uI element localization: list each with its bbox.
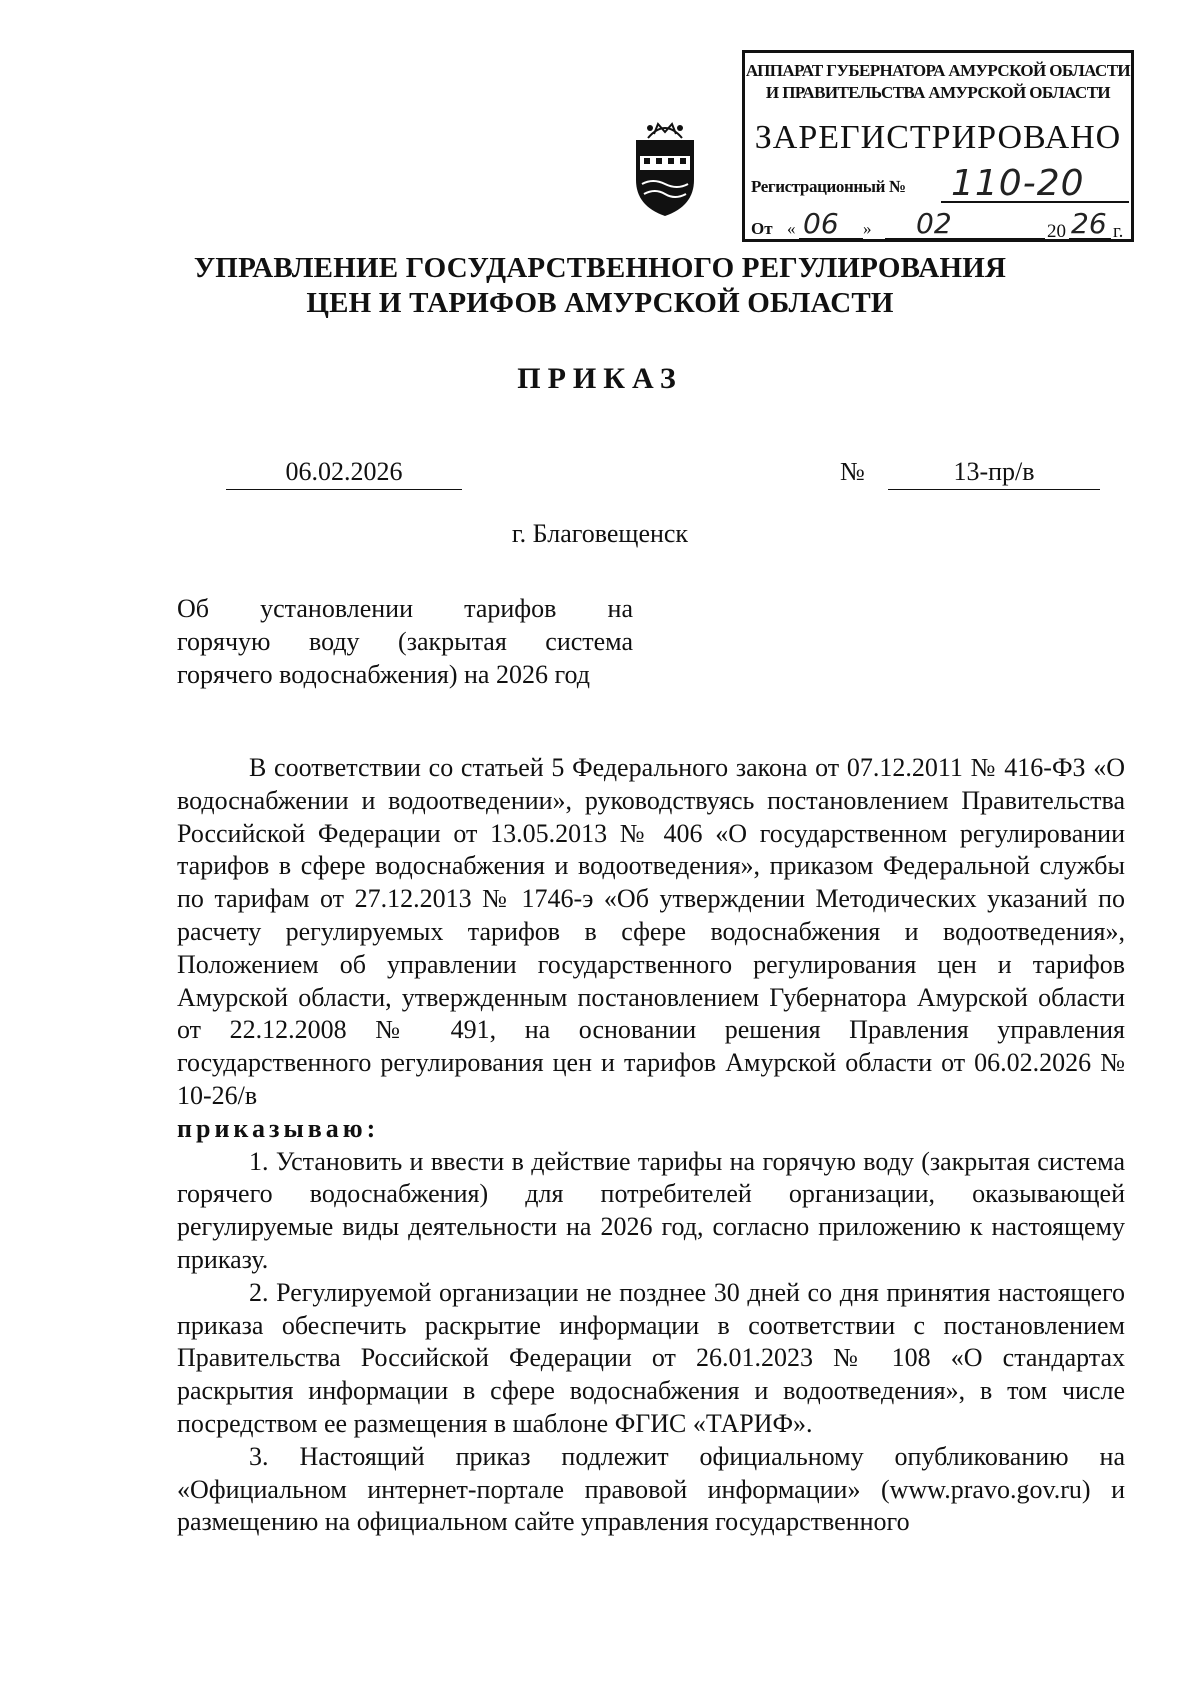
stamp-date-month: 02	[916, 207, 952, 240]
stamp-date-open-quote: «	[787, 219, 796, 238]
stamp-date-year-abbrev: г.	[1113, 221, 1124, 242]
stamp-date-row	[751, 207, 1129, 242]
stamp-authority-line1: АППАРАТ ГУБЕРНАТОРА АМУРСКОЙ ОБЛАСТИ	[745, 61, 1131, 80]
stamp-year-underline	[1069, 238, 1111, 239]
registration-stamp	[742, 50, 1134, 242]
order-number-sign: №	[840, 457, 865, 486]
stamp-registration-number-row	[751, 163, 1129, 204]
stamp-registration-number-label: Регистрационный №	[751, 177, 906, 196]
order-subject-line2: горячую воду (закрытая система	[177, 627, 633, 656]
order-subject	[177, 592, 633, 691]
stamp-date-day: 06	[803, 207, 839, 240]
order-preamble: В соответствии со статьей 5 Федерального закона от 07.12.2011 № 416-ФЗ «О водоснабжении и водоотведении», руководствуясь постановлением Правительства Российской Федерации от 13.05.2013 № 406 «О государственном регулировании тарифов в сфере водоснабжения и водоотведения», приказом Федеральной службы по тарифам от 27.12.2013 № 1746-э «Об утверждении Методических указаний по расчету регулируемых тарифов в сфере водоснабжения и водоотведения», Положением об управлении государственного регулирования цен и тарифов Амурской области, утвержденным постановлением Губернатора Амурской области от 22.12.2008 № 491, на основании решения Правления управления государственного регулирования цен и тарифов Амурской области от 06.02.2026 № 10-26/в	[177, 753, 1125, 1110]
stamp-authority-line2: И ПРАВИТЕЛЬСТВА АМУРСКОЙ ОБЛАСТИ	[765, 83, 1111, 102]
order-body	[177, 752, 1125, 1539]
order-subject-line1: Об установлении тарифов на	[177, 594, 633, 623]
stamp-registered-label: ЗАРЕГИСТРИРОВАНО	[754, 119, 1122, 156]
order-item-2: 2. Регулируемой организации не позднее 30 дней со дня принятия настоящего приказа обеспечить раскрытие информации в соответствии с постановлением Правительства Российской Федерации от 26.01.2023 № 108 «О стандартах раскрытия информации в сфере водоснабжения и водоотведения», в том числе посредством ее размещения в шаблоне ФГИС «ТАРИФ».	[177, 1277, 1125, 1438]
order-item-1: 1. Установить и ввести в действие тарифы на горячую воду (закрытая система горячего водоснабжения) для потребителей организации, оказывающей регулируемые виды деятельности на 2026 год, согласно приложению к настоящему приказу.	[177, 1146, 1125, 1274]
stamp-date-prefix: От	[751, 219, 773, 238]
stamp-day-underline	[799, 238, 863, 239]
stamp-month-underline	[885, 238, 1045, 239]
stamp-number-underline	[941, 201, 1129, 203]
stamp-date-year-prefix: 20	[1047, 221, 1066, 242]
order-directive-word: приказываю:	[177, 1113, 380, 1143]
document-type-title: ПРИКАЗ	[517, 362, 683, 395]
order-subject-line3: горячего водоснабжения) на 2026 год	[177, 660, 590, 689]
order-city: г. Благовещенск	[511, 519, 689, 548]
order-number: 13-пр/в	[888, 457, 1100, 490]
order-date: 06.02.2026	[226, 457, 462, 490]
organization-name-line2: ЦЕН И ТАРИФОВ АМУРСКОЙ ОБЛАСТИ	[306, 287, 894, 319]
order-item-3: 3. Настоящий приказ подлежит официальному опубликованию на «Официальном интернет-портале правовой информации» (www.pravo.gov.ru) и размещению на официальном сайте управления государственного	[177, 1441, 1125, 1537]
organization-name-line1: УПРАВЛЕНИЕ ГОСУДАРСТВЕННОГО РЕГУЛИРОВАНИЯ	[193, 252, 1007, 284]
coat-of-arms-icon	[628, 118, 702, 218]
stamp-registration-number: 110-20	[951, 163, 1085, 204]
stamp-date-close-quote: »	[863, 219, 872, 238]
stamp-date-year-suffix: 26	[1071, 207, 1107, 240]
